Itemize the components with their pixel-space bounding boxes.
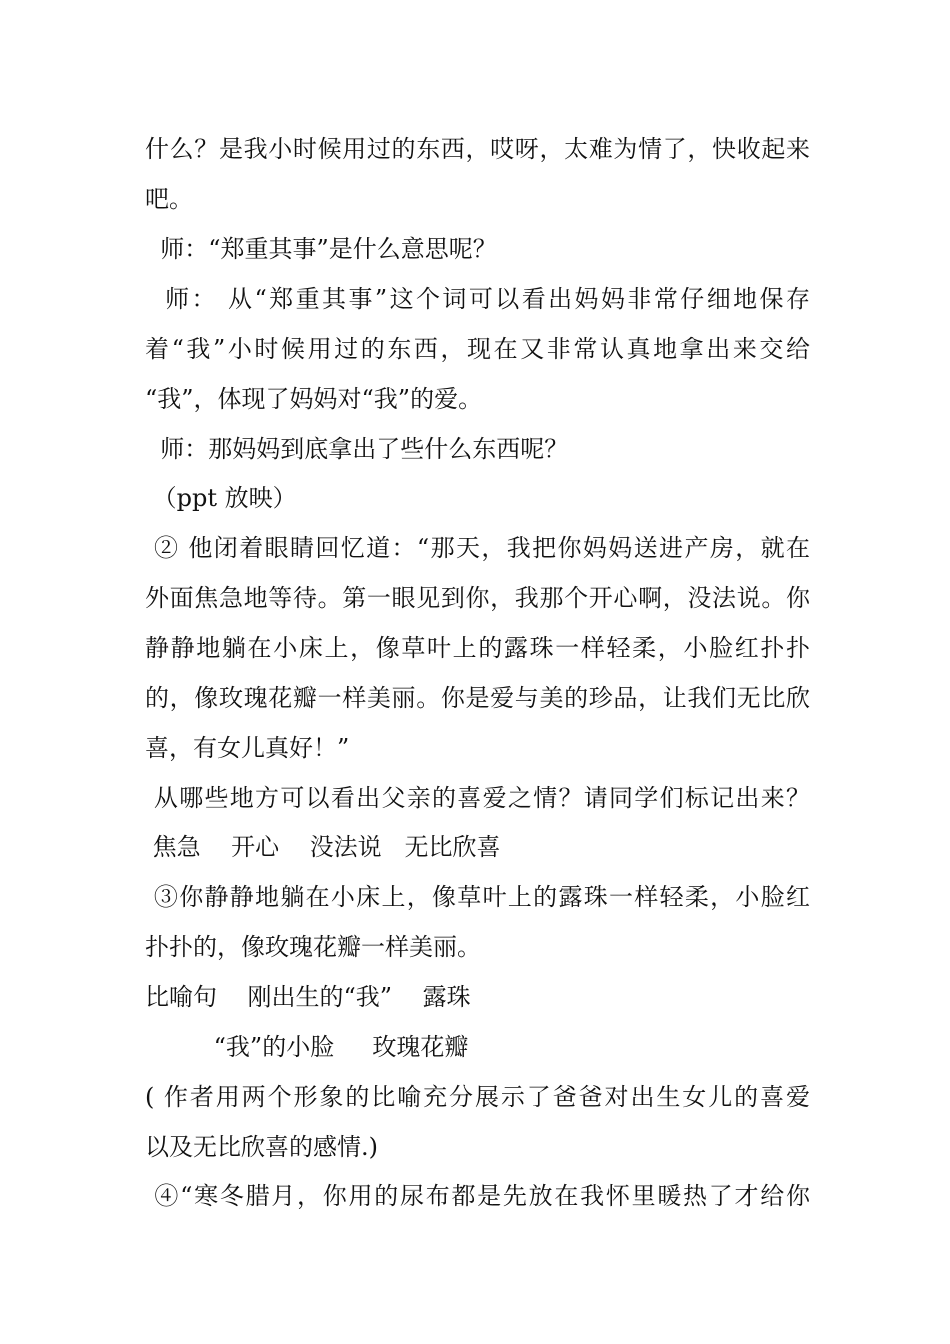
- text-line-4: 师： 从“郑重其事”这个词可以看出妈妈非常仔细地保存: [145, 285, 810, 313]
- text-line-19: “我”的小脸 玫瑰花瓣: [145, 1033, 469, 1061]
- text-line-3: 师：“郑重其事”是什么意思呢？: [145, 235, 497, 263]
- text-line-14: 从哪些地方可以看出父亲的喜爱之情？请同学们标记出来？: [145, 784, 810, 812]
- text-line-17: 扑扑的，像玫瑰花瓣一样美丽。: [145, 933, 481, 961]
- text-line-13: 喜，有女儿真好！”: [145, 734, 350, 762]
- text-line-10: 外面焦急地等待。第一眼见到你，我那个开心啊，没法说。你: [145, 584, 810, 612]
- text-line-11: 静静地躺在小床上，像草叶上的露珠一样轻柔，小脸红扑扑: [145, 634, 810, 662]
- text-line-9: ② 他闭着眼睛回忆道：“那天，我把你妈妈送进产房，就在: [145, 534, 810, 562]
- text-line-8: （ppt 放映）: [145, 484, 297, 512]
- text-line-7: 师：那妈妈到底拿出了些什么东西呢？: [145, 435, 569, 463]
- text-line-5: 着“我”小时候用过的东西，现在又非常认真地拿出来交给: [145, 335, 810, 363]
- text-line-15: 焦急 开心 没法说 无比欣喜: [145, 833, 501, 861]
- text-line-12: 的，像玫瑰花瓣一样美丽。你是爱与美的珍品，让我们无比欣: [145, 684, 810, 712]
- text-line-20: ( 作者用两个形象的比喻充分展示了爸爸对出生女儿的喜爱: [145, 1083, 810, 1111]
- text-line-1: 什么？是我小时候用过的东西，哎呀，太难为情了，快收起来: [145, 135, 810, 163]
- text-line-21: 以及无比欣喜的感情.): [145, 1133, 378, 1161]
- text-line-6: “我”，体现了妈妈对“我”的爱。: [145, 385, 483, 413]
- text-line-2: 吧。: [145, 185, 193, 213]
- text-line-22: ④“寒冬腊月，你用的尿布都是先放在我怀里暖热了才给你: [145, 1182, 810, 1210]
- text-line-16: ③你静静地躺在小床上，像草叶上的露珠一样轻柔，小脸红: [145, 883, 810, 911]
- text-line-18: 比喻句 刚出生的“我” 露珠: [145, 983, 471, 1011]
